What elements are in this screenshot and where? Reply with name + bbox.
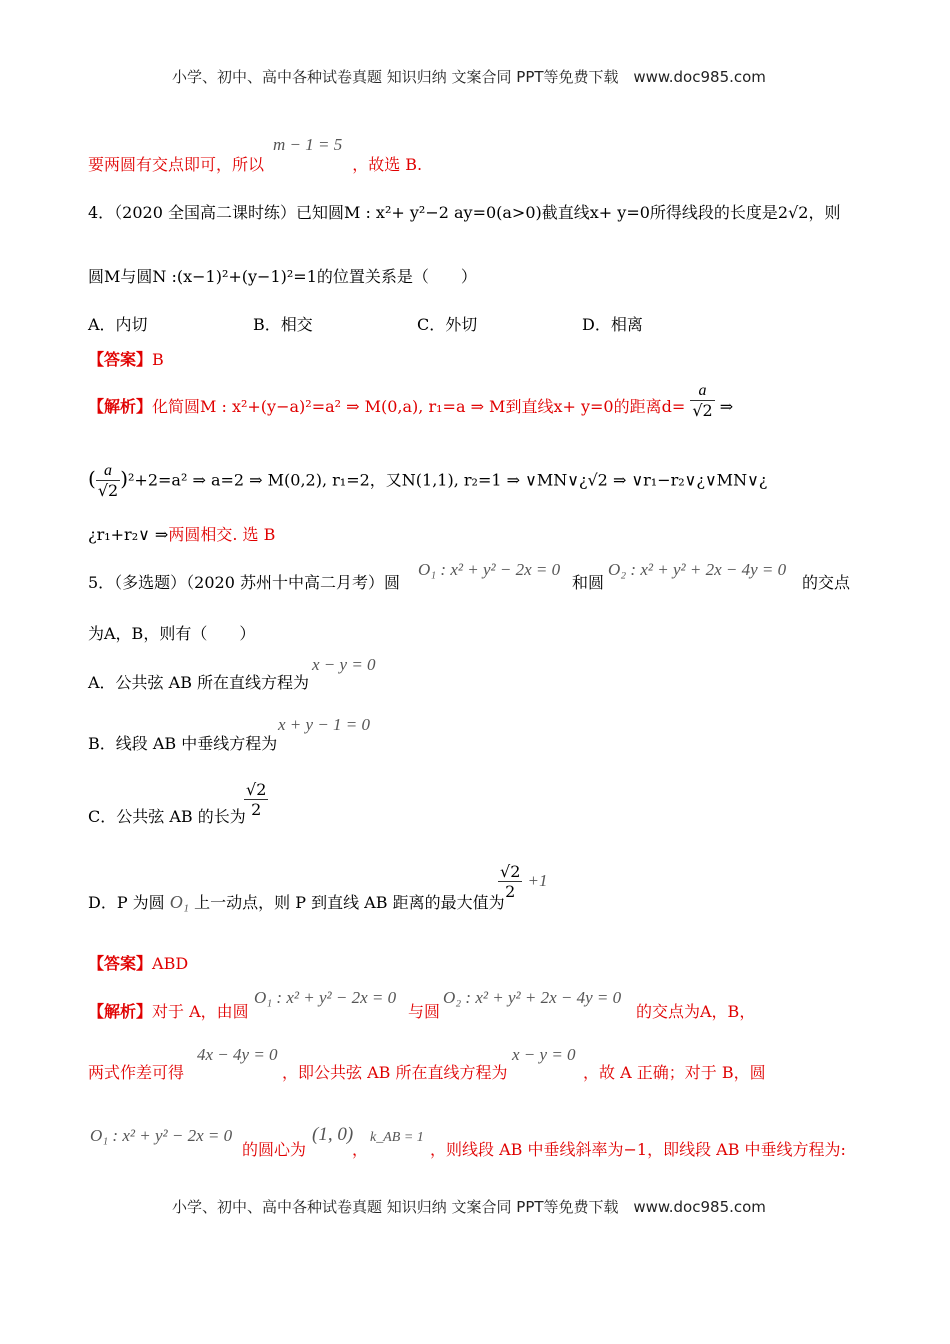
q5-a1b: 与圆 <box>408 1002 441 1021</box>
q4-arrow: ⇒ <box>719 397 734 416</box>
q4-frac-den: √2 <box>692 400 713 420</box>
q5-eq1: O₁ : x² + y² − 2x = 0 <box>418 560 561 579</box>
q5-a1a: 对于 A，由圆 <box>152 1002 249 1021</box>
q5-a2-eq1: 4x − 4y = 0 <box>197 1045 278 1064</box>
q4-analysis-text3a: ¿r₁+r₂∨ ⇒ <box>88 525 169 544</box>
q4-line2: 圆M与圆N :(x−1)²+(y−1)²=1的位置关系是（ ） <box>88 267 477 286</box>
q5-optD-plus: +1 <box>527 871 548 890</box>
top-suffix: ，故选 B. <box>352 155 423 174</box>
q5-answer-value: ABD <box>152 954 189 973</box>
page-header <box>172 66 766 87</box>
top-line <box>88 152 422 175</box>
q4-analysis-text1: 化简圆M : x²+(y−a)²=a² ⇒ M(0,a), r₁=a ⇒ M到直线x+ y=0的距离d= <box>152 397 686 416</box>
q4-frac2-num: a <box>96 462 120 481</box>
q5-optA-eq: x − y = 0 <box>312 655 376 674</box>
q5-option-d <box>88 890 505 913</box>
q5-a3a: 的圆心为 <box>242 1140 307 1159</box>
q5-answer <box>88 951 188 974</box>
q4-option-c: C．外切 <box>417 315 478 334</box>
header-text: 小学、初中、高中各种试卷真题 知识归纳 文案合同 PPT等免费下载 <box>172 68 619 86</box>
q4-answer-label: 【答案】 <box>88 350 153 369</box>
q4-fraction-d <box>690 382 714 420</box>
q5-optD-a: D．P 为圆 <box>88 893 165 912</box>
q4-analysis-text2: ²+2=a² ⇒ a=2 ⇒ M(0,2), r₁=2，又N(1,1), r₂=1 ⇒ ∨MN∨¿√2 ⇒ ∨r₁−r₂∨¿∨MN∨¿ <box>128 470 768 490</box>
q4-answer-value: B <box>152 350 164 369</box>
q5-optD-fraction <box>498 862 547 901</box>
footer-text: 小学、初中、高中各种试卷真题 知识归纳 文案合同 PPT等免费下载 <box>172 1198 619 1216</box>
q4-analysis-label: 【解析】 <box>88 397 153 416</box>
q5-optC-den: 2 <box>251 800 262 819</box>
q5-option-c: C．公共弦 AB 的长为 <box>88 807 246 826</box>
q5-optC-num: √2 <box>246 780 267 799</box>
q4-analysis-line2: ( $\frac{a}{√2}$ )²+2=a² ⇒ a=2 ⇒ M(0,2), r₁=2，又N(1,1), r₂=1 ⇒ ∨MN∨¿√2 ⇒ ∨r₁−r₂∨¿∨MN∨¿ <box>88 462 768 500</box>
q5-optC-fraction <box>244 780 268 819</box>
q4-frac2-den: √2 <box>97 481 119 500</box>
q4-option-a: A．内切 <box>88 315 148 334</box>
q5-answer-label: 【答案】 <box>88 954 153 973</box>
q5-option-b: B．线段 AB 中垂线方程为 <box>88 734 278 753</box>
q4-frac-num: a <box>690 382 714 401</box>
q5-a3-eq2: (1, 0) <box>312 1124 354 1145</box>
q5-line1b: 和圆 <box>572 573 605 592</box>
q5-eq2: O₂ : x² + y² + 2x − 4y = 0 <box>608 560 787 579</box>
q5-line1c: 的交点 <box>802 573 851 592</box>
q4-analysis-line3 <box>88 522 275 545</box>
q4-answer <box>88 347 164 370</box>
q4-analysis-line1 <box>88 381 734 420</box>
q5-a1-eq2: O₂ : x² + y² + 2x − 4y = 0 <box>443 988 622 1007</box>
q5-optD-den: 2 <box>505 882 516 901</box>
q5-a2-eq2: x − y = 0 <box>512 1045 576 1064</box>
q5-line1 <box>88 570 400 593</box>
q5-analysis-label: 【解析】 <box>88 1002 153 1021</box>
q4-line1: 4．（2020 全国高二课时练）已知圆M : x²+ y²−2 ay=0(a>0)截直线x+ y=0所得线段的长度是2√2，则 <box>88 203 841 222</box>
q4-fraction-inline <box>96 462 120 500</box>
q5-a2a: 两式作差可得 <box>88 1063 185 1082</box>
q4-analysis-text3b: 两圆相交. 选 B <box>168 525 276 544</box>
q4-option-b: B．相交 <box>253 315 313 334</box>
q5-optD-num: √2 <box>500 862 521 881</box>
q5-option-a: A．公共弦 AB 所在直线方程为 <box>88 673 310 692</box>
top-equation: m − 1 = 5 <box>273 135 343 154</box>
q5-a1-eq1: O₁ : x² + y² − 2x = 0 <box>254 988 397 1007</box>
q5-line2: 为A，B，则有（ ） <box>88 624 256 643</box>
footer-site-link[interactable]: www.doc985.com <box>633 1198 766 1216</box>
q5-a3-eq1: O₁ : x² + y² − 2x = 0 <box>90 1126 233 1145</box>
top-prefix: 要两圆有交点即可，所以 <box>88 155 265 174</box>
q5-optD-o1: O₁ <box>169 892 190 912</box>
q4-option-d: D．相离 <box>582 315 643 334</box>
q5-a2c: ，故 A 正确；对于 B，圆 <box>583 1063 766 1082</box>
q5-a3b: ， <box>352 1140 369 1159</box>
q5-line1a: 5．（多选题）（2020 苏州十中高二月考）圆 <box>88 573 400 592</box>
q5-optB-eq: x + y − 1 = 0 <box>278 715 371 734</box>
q5-a3-eq3: k_AB = 1 <box>370 1130 424 1145</box>
q5-a3c: ，则线段 AB 中垂线斜率为−1，即线段 AB 中垂线方程为: <box>430 1140 846 1159</box>
q5-a2b: ，即公共弦 AB 所在直线方程为 <box>282 1063 508 1082</box>
q5-a1c: 的交点为A，B， <box>636 1002 756 1021</box>
q5-optD-b: 上一动点，则 P 到直线 AB 距离的最大值为 <box>194 893 505 912</box>
q5-analysis-line1 <box>88 999 249 1022</box>
page-footer <box>172 1196 766 1217</box>
header-site-link[interactable]: www.doc985.com <box>633 68 766 86</box>
